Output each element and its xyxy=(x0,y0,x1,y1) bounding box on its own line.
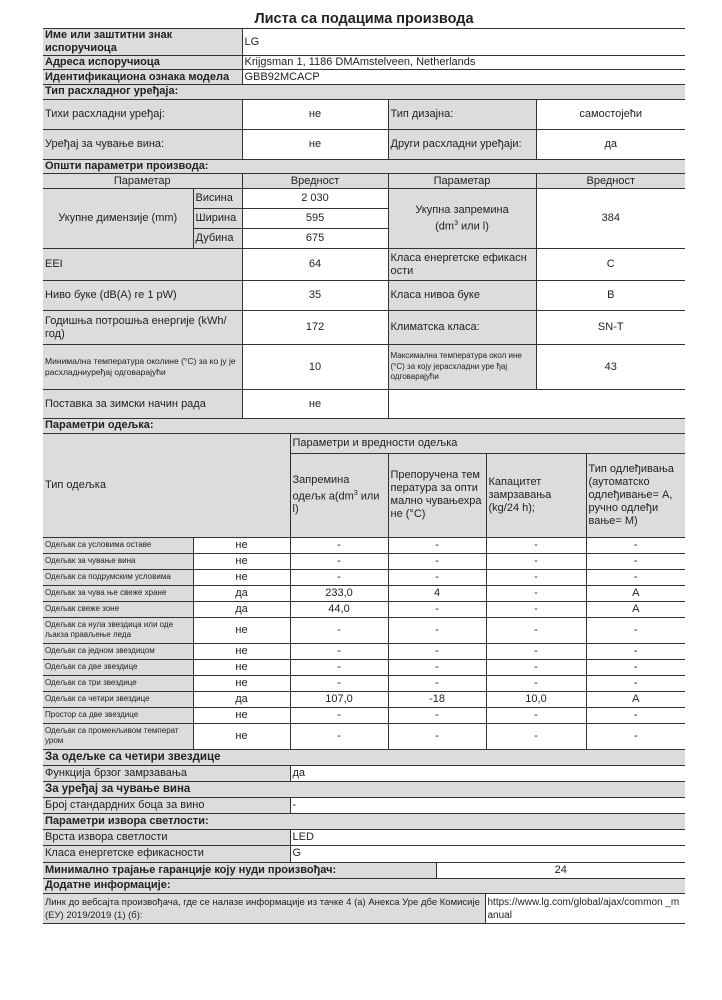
appliance-type-header: Тип расхладног уређаја: xyxy=(43,85,685,99)
compartment-volume: 44,0 xyxy=(290,601,388,617)
compartment-volume: - xyxy=(290,553,388,569)
compartment-row xyxy=(43,617,685,643)
compartments-table xyxy=(43,433,685,766)
compartment-defrost: - xyxy=(586,723,685,749)
warranty-table xyxy=(43,862,685,894)
empty-cell xyxy=(388,390,685,419)
compartment-row xyxy=(43,707,685,723)
height-value: 2 030 xyxy=(242,189,388,209)
compartment-defrost: - xyxy=(586,707,685,723)
manufacturer-link-label: Линк до вебсајта произвођача, где се налазе информације из тачке 4 (а) Анекса Уре дбе Комисије (ЕУ) 2019/2019 (1) (б): xyxy=(43,894,485,924)
four-star-header: За одељке са четири звездице xyxy=(43,749,685,765)
compartment-defrost: A xyxy=(586,585,685,601)
light-source-header: Параметри извора светлости: xyxy=(43,814,685,830)
eei-value: 64 xyxy=(242,249,388,281)
wine-bottles-value: - xyxy=(290,798,685,814)
climate-class-value: SN-T xyxy=(536,311,685,345)
fast-freeze-value: да xyxy=(290,766,685,782)
col-value-header: Вредност xyxy=(242,174,388,189)
height-label: Висина xyxy=(193,189,242,209)
compartment-name: Одељак за чува ње свеже хране xyxy=(43,585,193,601)
extra-info-table xyxy=(43,765,685,862)
compartment-row xyxy=(43,585,685,601)
compartment-params-header: Параметри одељка: xyxy=(43,419,685,433)
compartment-freeze: - xyxy=(486,707,586,723)
compartment-freeze: 10,0 xyxy=(486,691,586,707)
compartment-name: Одељак свеже зоне xyxy=(43,601,193,617)
min-temp-value: 10 xyxy=(242,345,388,390)
supplier-name-label: Име или заштитни знак испоручиоца xyxy=(43,29,242,56)
compartment-present: не xyxy=(193,617,290,643)
compartment-present: не xyxy=(193,707,290,723)
compartment-defrost: A xyxy=(586,691,685,707)
energy-class-value: C xyxy=(536,249,685,281)
dimensions-label: Укупне димензије (mm) xyxy=(43,189,193,249)
compartment-name: Одељак са нула звездица или оде љакза прављење леда xyxy=(43,617,193,643)
light-class-label: Класа енергетске ефикасности xyxy=(43,846,290,862)
manufacturer-link[interactable]: https://www.lg.com/global/ajax/common _manual xyxy=(485,894,685,924)
annual-energy-label: Годишња потрошња енергије (kWh/ год) xyxy=(43,311,242,345)
compartment-volume: - xyxy=(290,659,388,675)
compartment-temp: - xyxy=(388,569,486,585)
compartment-temp: - xyxy=(388,675,486,691)
compartment-row xyxy=(43,675,685,691)
compartment-row xyxy=(43,553,685,569)
model-id-label: Идентификациона ознака модела xyxy=(43,70,242,85)
wine-bottles-label: Број стандардних боца за вино xyxy=(43,798,290,814)
winter-setting-value: не xyxy=(242,390,388,419)
compartment-name: Одељак са две звездице xyxy=(43,659,193,675)
compartment-present: не xyxy=(193,569,290,585)
compartment-present: да xyxy=(193,601,290,617)
supplier-address-value: Krijgsman 1, 1186 DMAmstelveen, Netherlands xyxy=(242,56,685,70)
compartment-defrost: A xyxy=(586,601,685,617)
additional-info-header: Додатне информације: xyxy=(43,878,685,893)
eei-label: EEI xyxy=(43,249,242,281)
compartment-volume: - xyxy=(290,643,388,659)
compartment-temp: - xyxy=(388,707,486,723)
other-appliance-value: да xyxy=(536,129,685,159)
design-type-label: Тип дизајна: xyxy=(388,99,536,129)
compartment-type-header: Тип одељка xyxy=(43,433,290,537)
other-appliance-label: Други расхладни уређаји: xyxy=(388,129,536,159)
compartment-temp: - xyxy=(388,553,486,569)
col-param2-header: Параметар xyxy=(388,174,536,189)
compartment-name: Одељак са три звездице xyxy=(43,675,193,691)
compartment-freeze: - xyxy=(486,659,586,675)
compartment-freeze: - xyxy=(486,537,586,553)
compartment-defrost: - xyxy=(586,659,685,675)
supplier-address-label: Адреса испоручиоца xyxy=(43,56,242,70)
wine-storage-value: не xyxy=(242,129,388,159)
compartment-row xyxy=(43,659,685,675)
energy-class-label: Класа енергетске ефикасн ости xyxy=(388,249,536,281)
compartment-present: не xyxy=(193,553,290,569)
compartment-freeze: - xyxy=(486,601,586,617)
climate-class-label: Климатска класа: xyxy=(388,311,536,345)
page-title: Листа са подацима производа xyxy=(254,11,474,27)
compartment-present: не xyxy=(193,659,290,675)
warranty-label: Минимално трајање гаранције коју нуди произвођач: xyxy=(43,862,436,878)
appliance-type-table xyxy=(43,99,685,174)
compartment-row xyxy=(43,723,685,749)
noise-class-value: B xyxy=(536,281,685,311)
compartment-temp: - xyxy=(388,601,486,617)
wine-header: За уређај за чување вина xyxy=(43,782,685,798)
compartment-volume: - xyxy=(290,675,388,691)
compartment-volume: - xyxy=(290,537,388,553)
total-volume-label: Укупна запремина ($dm^3$ или l) xyxy=(388,189,536,249)
annual-energy-value: 172 xyxy=(242,311,388,345)
compartment-name: Одељак за чување вина xyxy=(43,553,193,569)
compartment-volume: - xyxy=(290,617,388,643)
low-noise-label: Тихи расхладни уређај: xyxy=(43,99,242,129)
compartment-freeze: - xyxy=(486,553,586,569)
product-information-sheet xyxy=(43,10,685,924)
col-temp-header: Препоручена тем пература за опти мално чувањехра не (°C) xyxy=(388,453,486,537)
compartment-defrost: - xyxy=(586,537,685,553)
compartment-volume: - xyxy=(290,707,388,723)
compartment-freeze: - xyxy=(486,643,586,659)
compartment-volume: 233,0 xyxy=(290,585,388,601)
compartment-defrost: - xyxy=(586,617,685,643)
max-temp-label: Максимална температура окол ине (°C) за коју јерасхладни уре ђај одговарајући xyxy=(388,345,536,390)
compartment-name: Простор са две звездице xyxy=(43,707,193,723)
model-id-value: GBB92MCACP xyxy=(242,70,685,85)
total-volume-value: 384 xyxy=(536,189,685,249)
compartment-row xyxy=(43,537,685,553)
winter-setting-label: Поставка за зимски начин рада xyxy=(43,390,242,419)
noise-label: Ниво буке (dB(A) re 1 pW) xyxy=(43,281,242,311)
compartment-volume: - xyxy=(290,569,388,585)
max-temp-value: 43 xyxy=(536,345,685,390)
compartment-freeze: - xyxy=(486,585,586,601)
supplier-name-value: LG xyxy=(242,29,685,56)
compartment-freeze: - xyxy=(486,675,586,691)
col-defrost-header: Тип одлеђивања (аутоматско одлеђивање= A, ручно одлеђи вање= M) xyxy=(586,453,685,537)
compartment-present: не xyxy=(193,675,290,691)
compartment-temp: - xyxy=(388,723,486,749)
design-type-value: самостојећи xyxy=(536,99,685,129)
compartment-volume: - xyxy=(290,723,388,749)
col-freeze-header: Капацитет замрзавања (kg/24 h); xyxy=(486,453,586,537)
wine-storage-label: Уређај за чување вина: xyxy=(43,129,242,159)
compartment-freeze: - xyxy=(486,723,586,749)
compartment-volume: 107,0 xyxy=(290,691,388,707)
compartment-row xyxy=(43,569,685,585)
compartment-present: да xyxy=(193,585,290,601)
compartment-row xyxy=(43,601,685,617)
supplier-table xyxy=(43,28,685,99)
compartment-present: да xyxy=(193,691,290,707)
compartment-temp: -18 xyxy=(388,691,486,707)
light-class-value: G xyxy=(290,846,685,862)
compartment-name: Одељак са једном звездицом xyxy=(43,643,193,659)
general-params-table xyxy=(43,173,685,433)
compartment-row xyxy=(43,643,685,659)
compartment-present: не xyxy=(193,537,290,553)
compartment-defrost: - xyxy=(586,553,685,569)
compartment-freeze: - xyxy=(486,617,586,643)
noise-value: 35 xyxy=(242,281,388,311)
compartment-row xyxy=(43,691,685,707)
compartment-temp: - xyxy=(388,659,486,675)
compartment-name: Одељак са четири звездице xyxy=(43,691,193,707)
compartment-defrost: - xyxy=(586,675,685,691)
compartment-temp: - xyxy=(388,537,486,553)
light-type-label: Врста извора светлости xyxy=(43,830,290,846)
low-noise-value: не xyxy=(242,99,388,129)
compartment-present: не xyxy=(193,643,290,659)
noise-class-label: Класа нивоа буке xyxy=(388,281,536,311)
col-value2-header: Вредност xyxy=(536,174,685,189)
compartment-freeze: - xyxy=(486,569,586,585)
col-volume-header: Запремина одељк $а(dm^3$ или l) xyxy=(290,453,388,537)
compartment-temp: 4 xyxy=(388,585,486,601)
compartment-defrost: - xyxy=(586,643,685,659)
depth-label: Дубина xyxy=(193,229,242,249)
compartment-temp: - xyxy=(388,643,486,659)
compartment-name: Одељак са променљивом температ уром xyxy=(43,723,193,749)
general-params-header: Општи параметри производа: xyxy=(43,159,685,173)
compartment-temp: - xyxy=(388,617,486,643)
light-type-value: LED xyxy=(290,830,685,846)
additional-info-table xyxy=(43,893,685,924)
warranty-value: 24 xyxy=(436,862,685,878)
compartment-defrost: - xyxy=(586,569,685,585)
compartment-name: Одељак са условима оставе xyxy=(43,537,193,553)
fast-freeze-label: Функција брзог замрзавања xyxy=(43,766,290,782)
min-temp-label: Минимална температура околине (°C) за ко ју је расхладниуређај одговарајући xyxy=(43,345,242,390)
col-param-header: Параметар xyxy=(43,174,242,189)
width-value: 595 xyxy=(242,209,388,229)
width-label: Ширина xyxy=(193,209,242,229)
compartment-present: не xyxy=(193,723,290,749)
compartment-name: Одељак са подрумским условима xyxy=(43,569,193,585)
compartment-values-group-header: Параметри и вредности одељка xyxy=(290,433,685,453)
depth-value: 675 xyxy=(242,229,388,249)
